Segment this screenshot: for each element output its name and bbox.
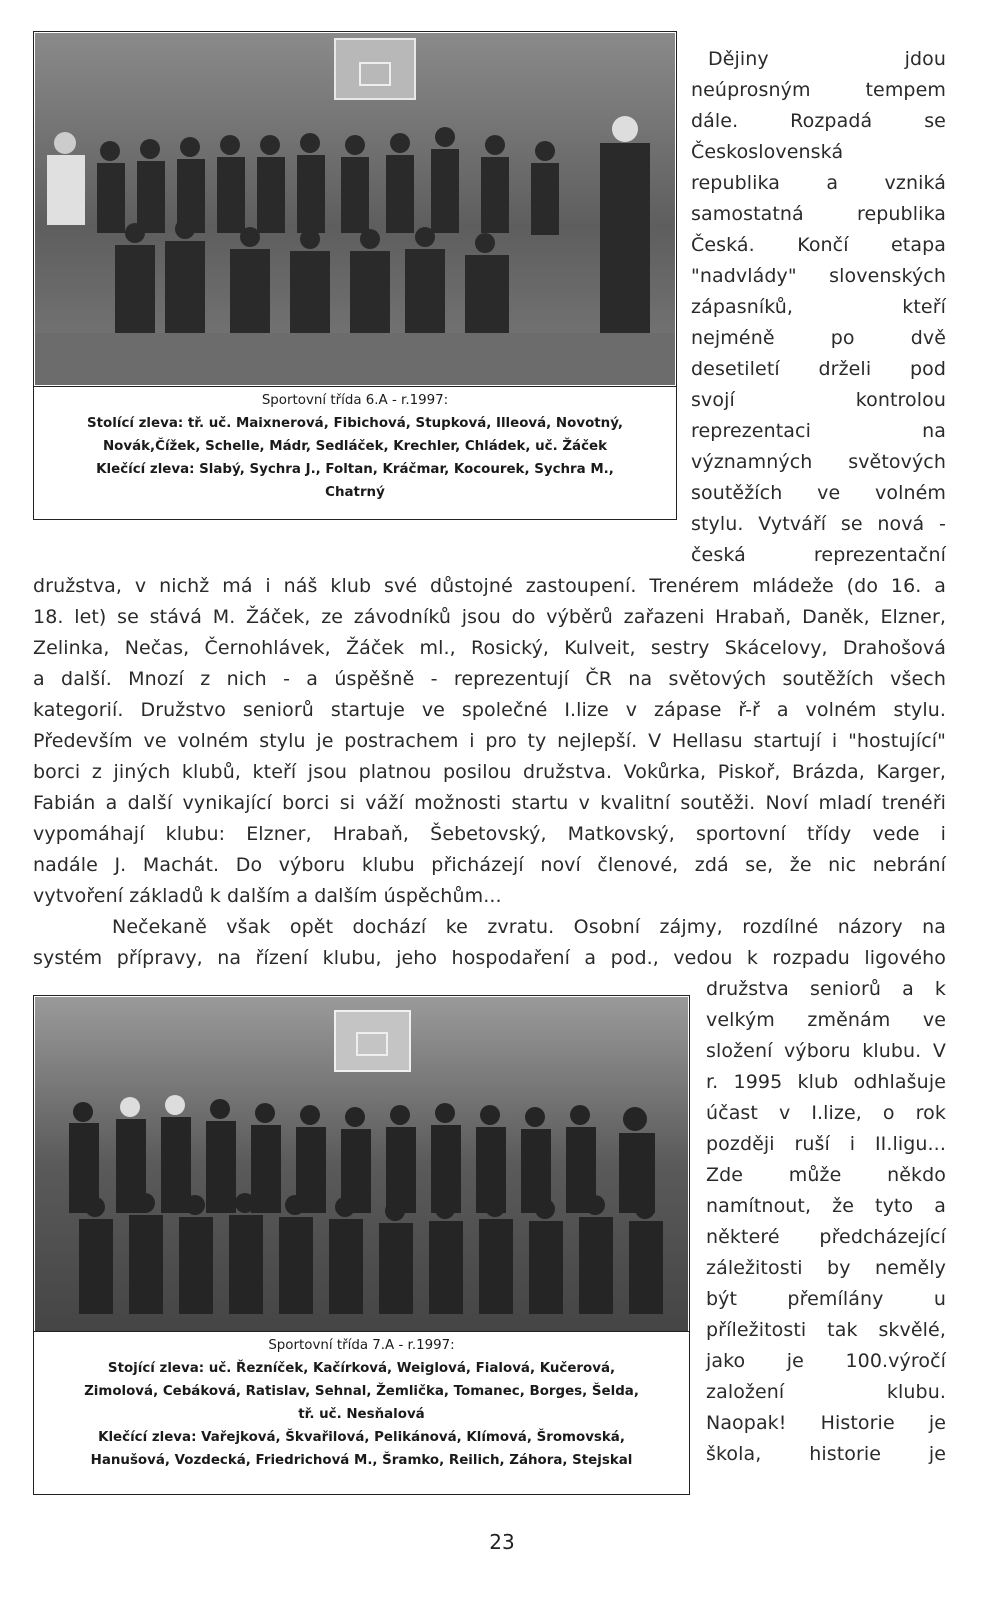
text-line: vytvoření základů k dalším a dalším úspěchům... xyxy=(33,885,502,907)
text-line: Zde může někdo xyxy=(706,1164,946,1186)
text-line: jako je 100.výročí xyxy=(706,1350,946,1372)
team-photo-image xyxy=(35,33,675,385)
text-line: borci z jiných klubů, kteří jsou platnou posilou družstva. Vokůrka, Piskoř, Brázda, Karger, xyxy=(33,761,946,783)
photo-class-7a xyxy=(33,995,690,1495)
text-line: některé předcházející xyxy=(706,1226,946,1248)
team-photo-image xyxy=(35,997,688,1331)
text-line: záležitosti by neměly xyxy=(706,1257,946,1279)
caption-line: Klečící zleva: Slabý, Sychra J., Foltan, Kráčmar, Kocourek, Sychra M., xyxy=(96,462,614,477)
text-line: škola, historie je xyxy=(706,1443,946,1465)
text-line: Česká. Končí etapa xyxy=(691,234,946,256)
text-line: účast v I.lize, o rok xyxy=(706,1102,946,1124)
text-line: později ruší i II.ligu... xyxy=(706,1133,946,1155)
text-line: soutěžích ve volném xyxy=(691,482,946,504)
text-line: dále. Rozpadá se xyxy=(691,110,946,132)
text-line: 18. let) se stává M. Žáček, ze závodníků jsou do výběrů zařazeni Hrabaň, Daněk, Elzner, xyxy=(33,606,946,628)
text-line: republika a vzniká xyxy=(691,172,946,194)
caption-title: Sportovní třída 7.A - r.1997: xyxy=(268,1338,455,1353)
caption-title: Sportovní třída 6.A - r.1997: xyxy=(261,393,449,408)
caption-line: Zimolová, Cebáková, Ratislav, Sehnal, Žemlička, Tomanec, Borges, Šelda, xyxy=(84,1384,639,1399)
text-line: stylu. Vytváří se nová - xyxy=(691,513,946,535)
text-line: družstva, v nichž má i náš klub své důstojné zastoupení. Trenérem mládeže (do 16. a xyxy=(33,575,946,597)
text-line: Dějiny jdou xyxy=(708,48,946,70)
text-line: příležitosti tak skvělé, xyxy=(706,1319,946,1341)
photo-caption xyxy=(34,1331,689,1494)
photo-class-6a xyxy=(33,31,677,520)
text-line: reprezentaci na xyxy=(691,420,946,442)
text-line: namítnout, že tyto a xyxy=(706,1195,946,1217)
text-line: Nečekaně však opět dochází ke zvratu. Osobní zájmy, rozdílné názory na xyxy=(112,916,946,938)
text-line: Československá xyxy=(691,141,844,163)
caption-line: Novák,Čížek, Schelle, Mádr, Sedláček, Krechler, Chládek, uč. Žáček xyxy=(102,439,608,454)
text-line: r. 1995 klub odhlašuje xyxy=(706,1071,946,1093)
page-number: 23 xyxy=(489,1530,515,1554)
text-line: založení klubu. xyxy=(706,1381,946,1403)
text-line: složení výboru klubu. V xyxy=(706,1040,946,1062)
text-line: zápasníků, kteří xyxy=(691,296,946,318)
text-line: významných světových xyxy=(691,451,946,473)
text-line: a další. Mnozí z nich - a úspěšně - reprezentují ČR na světových soutěžích všech xyxy=(33,668,946,690)
text-line: nadále J. Machát. Do výboru klubu přicházejí noví členové, zdá se, že nic nebrání xyxy=(33,854,946,876)
text-line: "nadvlády" slovenských xyxy=(691,265,946,287)
text-line: nejméně po dvě xyxy=(691,327,946,349)
caption-line: Klečící zleva: Vařejková, Škvařilová, Pelikánová, Klímová, Šromovská, xyxy=(98,1430,625,1445)
text-line: kategorií. Družstvo seniorů startuje ve společné I.lize v zápase ř-ř a volném stylu. xyxy=(33,699,946,721)
text-line: desetiletí drželi pod xyxy=(691,358,946,380)
text-line: česká reprezentační xyxy=(691,544,946,566)
text-line: samostatná republika xyxy=(691,203,946,225)
text-line: Fabián a další vynikající borci si váží možnosti startu v kvalitní soutěži. Noví mladí trenéři xyxy=(33,792,946,814)
text-line: být přemílány u xyxy=(706,1288,946,1310)
photo-caption xyxy=(34,386,676,519)
text-line: Naopak! Historie je xyxy=(706,1412,946,1434)
text-line: neúprosným tempem xyxy=(691,79,946,101)
text-line: systém přípravy, na řízení klubu, jeho hospodaření a pod., vedou k rozpadu ligového xyxy=(33,947,946,969)
caption-line: Chatrný xyxy=(325,485,385,500)
text-line: svojí kontrolou xyxy=(691,389,946,411)
caption-line: tř. uč. Nesňalová xyxy=(298,1407,425,1422)
caption-line: Hanušová, Vozdecká, Friedrichová M., Šramko, Reilich, Záhora, Stejskal xyxy=(90,1453,633,1468)
text-line: vypomáhají klubu: Elzner, Hrabaň, Šebetovský, Matkovský, sportovní třídy vede i xyxy=(33,823,946,845)
text-line: Především ve volném stylu je postrachem i pro ty nejlepší. V Hellasu startují i "hostující" xyxy=(33,730,946,752)
caption-line: Stojící zleva: uč. Řezníček, Kačírková, Weiglová, Fialová, Kučerová, xyxy=(107,1361,616,1376)
text-line: velkým změnám ve xyxy=(706,1009,946,1031)
text-line: družstva seniorů a k xyxy=(706,978,946,1000)
caption-line: Stolící zleva: tř. uč. Maixnerová, Fibichová, Stupková, Illeová, Novotný, xyxy=(87,416,623,431)
text-line: Zelinka, Nečas, Černohlávek, Žáček ml., Rosický, Kulveit, sestry Skácelovy, Drahošová xyxy=(33,637,946,659)
